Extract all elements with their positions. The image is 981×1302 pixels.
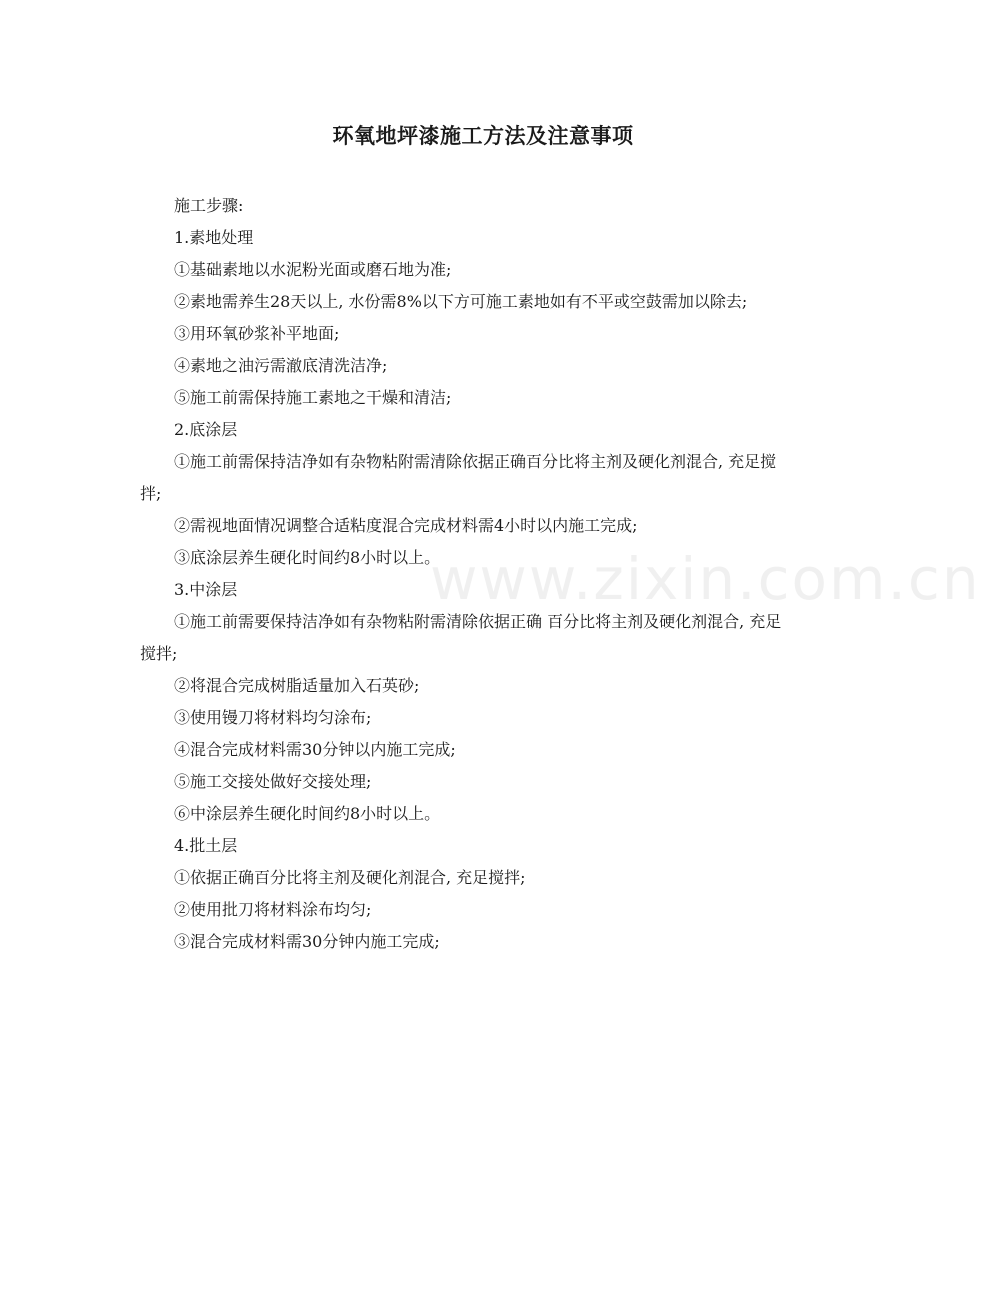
paragraph: ②素地需养生28天以上, 水份需8%以下方可施工素地如有不平或空鼓需加以除去; xyxy=(174,292,748,311)
paragraph: ②需视地面情况调整合适粘度混合完成材料需4小时以内施工完成; xyxy=(174,516,638,535)
paragraph: ⑤施工交接处做好交接处理; xyxy=(174,772,372,791)
paragraph: ①施工前需要保持洁净如有杂物粘附需清除依据正确 百分比将主剂及硬化剂混合, 充足搅拌; xyxy=(140,612,782,663)
paragraph: ①施工前需保持洁净如有杂物粘附需清除依据正确百分比将主剂及硬化剂混合, 充足搅拌; xyxy=(140,452,777,503)
section-heading: 1.素地处理 xyxy=(174,228,254,247)
paragraph: ④素地之油污需澈底清洗洁净; xyxy=(174,356,388,375)
paragraph: ①依据正确百分比将主剂及硬化剂混合, 充足搅拌; xyxy=(174,868,526,887)
paragraph: ②使用批刀将材料涂布均匀; xyxy=(174,900,372,919)
section-heading: 4.批土层 xyxy=(174,836,238,855)
section-heading: 3.中涂层 xyxy=(174,580,238,599)
document-title: 环氧地坪漆施工方法及注意事项 xyxy=(332,123,634,148)
paragraph: 施工步骤: xyxy=(174,196,244,215)
document-body xyxy=(140,190,790,958)
paragraph: ③用环氧砂浆补平地面; xyxy=(174,324,340,343)
paragraph: ③底涂层养生硬化时间约8小时以上。 xyxy=(174,548,441,567)
section-heading: 2.底涂层 xyxy=(174,420,238,439)
paragraph: ⑤施工前需保持施工素地之干燥和清洁; xyxy=(174,388,452,407)
watermark: www.zixin.com.cn xyxy=(430,545,981,613)
paragraph: ⑥中涂层养生硬化时间约8小时以上。 xyxy=(174,804,441,823)
paragraph: ②将混合完成树脂适量加入石英砂; xyxy=(174,676,420,695)
paragraph: ④混合完成材料需30分钟以内施工完成; xyxy=(174,740,456,759)
paragraph: ③混合完成材料需30分钟内施工完成; xyxy=(174,932,440,951)
paragraph: ③使用镘刀将材料均匀涂布; xyxy=(174,708,372,727)
paragraph: ①基础素地以水泥粉光面或磨石地为准; xyxy=(174,260,452,279)
